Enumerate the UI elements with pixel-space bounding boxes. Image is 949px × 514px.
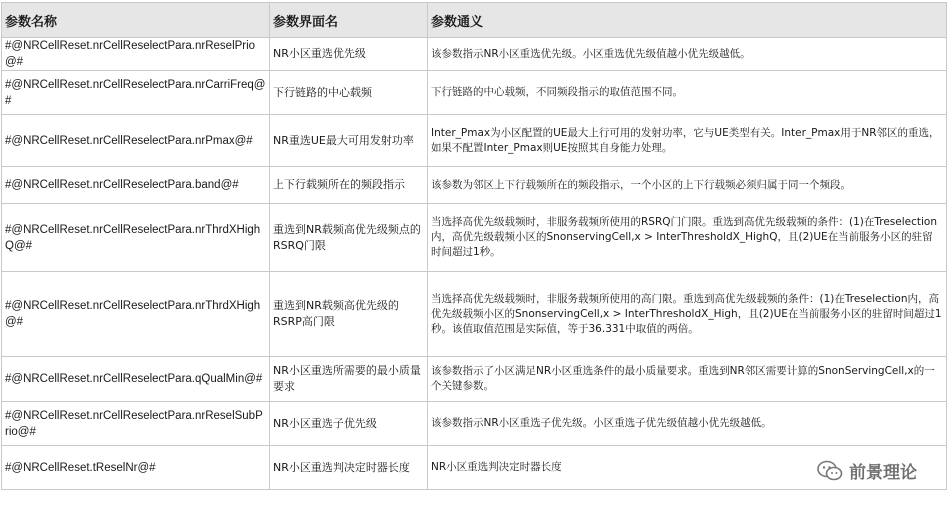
param-meaning-cell: 当选择高优先级载频时，非服务载频所使用的高门限。重选到高优先级载频的条件：(1)在Treselection内，高优先级载频小区的SnonservingCell,x > InterThresholdX_High，且(2)UE在当前服务小区的驻留时间超过1秒。该值取值范围是实际值，等于36.331中取值的两倍。: [428, 272, 947, 357]
param-ui-name-cell: NR小区重选所需要的最小质量要求: [270, 357, 428, 402]
table-row: [2, 272, 947, 357]
param-ui-name-cell: 重选到NR载频高优先级频点的RSRQ门限: [270, 204, 428, 272]
param-name-cell: #@NRCellReset.nrCellReselectPara.band@#: [2, 167, 270, 204]
header-param-name: 参数名称: [2, 3, 270, 38]
watermark: [813, 456, 921, 485]
param-meaning-cell: 该参数指示了小区满足NR小区重选条件的最小质量要求。重选到NR邻区需要计算的SnonServingCell,x的一个关键参数。: [428, 357, 947, 402]
table-row: [2, 38, 947, 71]
param-meaning-cell: 当选择高优先级载频时，非服务载频所使用的RSRQ门门限。重选到高优先级载频的条件：(1)在Treselection内，高优先级载频小区的SnonservingCell,x > InterThresholdX_HighQ，且(2)UE在当前服务小区的驻留时间超过1秒。: [428, 204, 947, 272]
param-ui-name-cell: 重选到NR载频高优先级的RSRP高门限: [270, 272, 428, 357]
param-ui-name-cell: NR小区重选判决定时器长度: [270, 446, 428, 490]
watermark-text: 前景理论: [849, 463, 917, 483]
param-name-cell: #@NRCellReset.nrCellReselectPara.nrThrdXHigh@#: [2, 272, 270, 357]
wechat-icon: [817, 460, 843, 482]
param-meaning-cell: Inter_Pmax为小区配置的UE最大上行可用的发射功率，它与UE类型有关。Inter_Pmax用于NR邻区的重选，如果不配置Inter_Pmax则UE按照其自身能力处理。: [428, 115, 947, 167]
header-param-meaning: 参数通义: [428, 3, 947, 38]
table-header-row: [2, 3, 947, 38]
param-name-cell: #@NRCellReset.nrCellReselectPara.nrThrdXHighQ@#: [2, 204, 270, 272]
table-row: [2, 402, 947, 446]
table-row: [2, 357, 947, 402]
table-row: [2, 204, 947, 272]
param-meaning-cell: 该参数指示NR小区重选子优先级。小区重选子优先级值越小优先级越低。: [428, 402, 947, 446]
param-meaning-cell: NR小区重选判决定时器长度: [428, 446, 947, 490]
param-meaning-cell: 下行链路的中心载频，不同频段指示的取值范围不同。: [428, 71, 947, 115]
param-ui-name-cell: 上下行载频所在的频段指示: [270, 167, 428, 204]
table-row: [2, 71, 947, 115]
param-name-cell: #@NRCellReset.nrCellReselectPara.nrReselSubPrio@#: [2, 402, 270, 446]
header-ui-name: 参数界面名: [270, 3, 428, 38]
param-name-cell: #@NRCellReset.tReselNr@#: [2, 446, 270, 490]
param-name-cell: #@NRCellReset.nrCellReselectPara.nrCarriFreq@#: [2, 71, 270, 115]
param-ui-name-cell: 下行链路的中心载频: [270, 71, 428, 115]
param-meaning-cell: 该参数为邻区上下行载频所在的频段指示，一个小区的上下行载频必须归属于同一个频段。: [428, 167, 947, 204]
parameter-table: [1, 2, 947, 490]
table-row: [2, 115, 947, 167]
table-row: [2, 167, 947, 204]
param-name-cell: #@NRCellReset.nrCellReselectPara.nrReselPrio@#: [2, 38, 270, 71]
param-ui-name-cell: NR重选UE最大可用发射功率: [270, 115, 428, 167]
param-meaning-cell: 该参数指示NR小区重选优先级。小区重选优先级值越小优先级越低。: [428, 38, 947, 71]
param-name-cell: #@NRCellReset.nrCellReselectPara.nrPmax@#: [2, 115, 270, 167]
table-row: [2, 446, 947, 490]
param-ui-name-cell: NR小区重选子优先级: [270, 402, 428, 446]
param-name-cell: #@NRCellReset.nrCellReselectPara.qQualMin@#: [2, 357, 270, 402]
param-ui-name-cell: NR小区重选优先级: [270, 38, 428, 71]
